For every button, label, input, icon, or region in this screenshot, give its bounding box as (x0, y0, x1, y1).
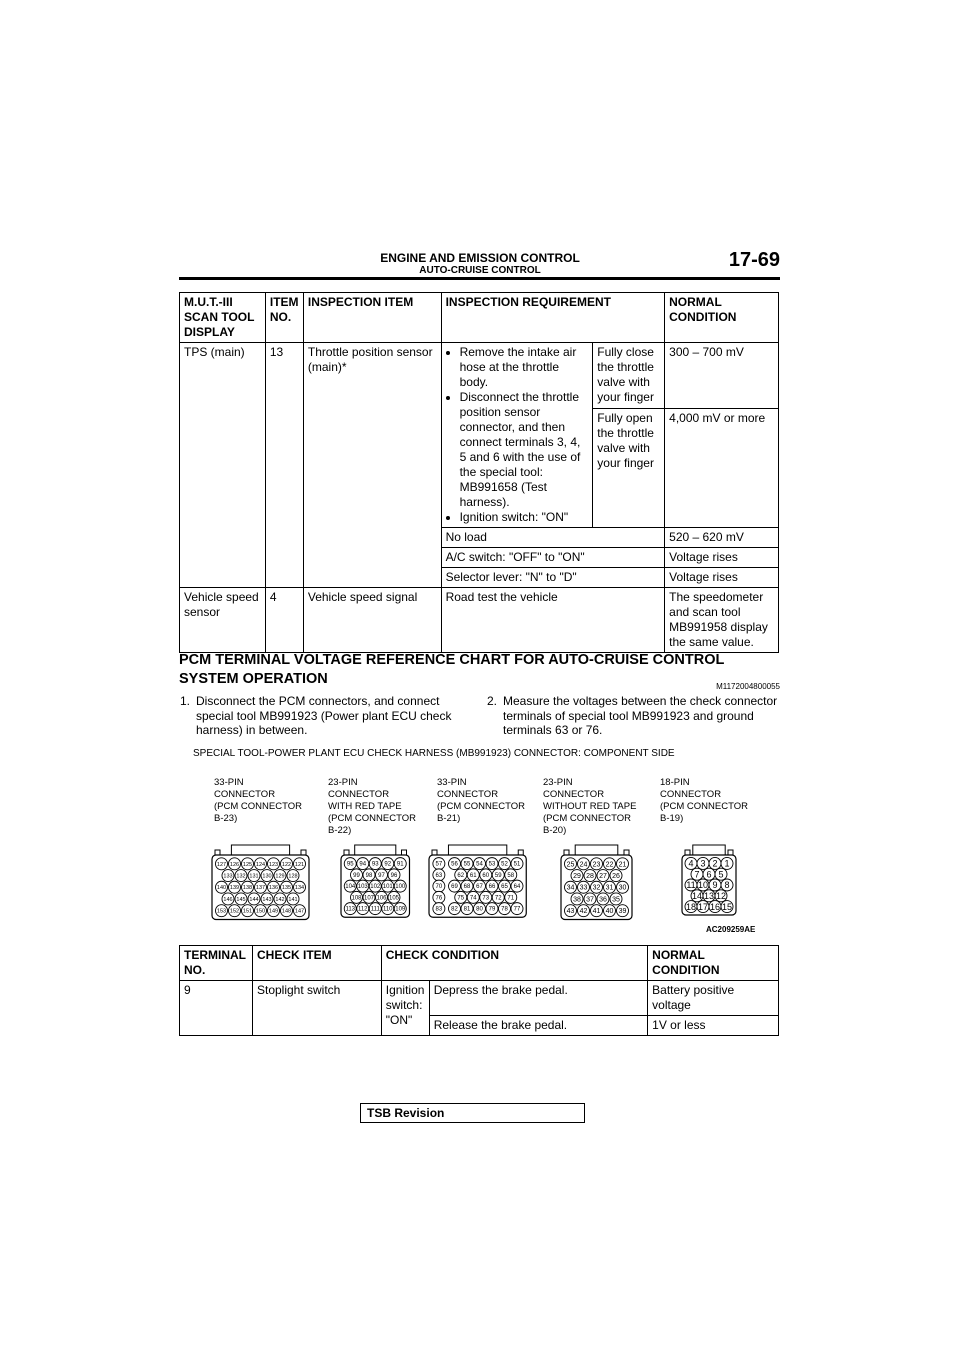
pin-label: 51 (513, 861, 521, 868)
connector-key (564, 850, 569, 855)
pin-label: 141 (288, 896, 298, 903)
normal-condition-cell: Battery positive voltage (648, 981, 779, 1016)
connector-key (432, 850, 437, 855)
header-cell: TERMINAL NO. (180, 946, 253, 981)
pin-label: 68 (463, 884, 471, 891)
pin-label: 108 (351, 895, 362, 902)
header-rule (179, 277, 780, 280)
pin-label: 97 (378, 872, 385, 879)
pin-label: 72 (494, 895, 502, 902)
pin-label: 100 (395, 884, 406, 891)
pin-label: 13 (703, 890, 715, 901)
pin-label: 26 (612, 873, 620, 880)
pin-label: 38 (573, 896, 581, 904)
pin-label: 139 (229, 885, 240, 892)
inspection-item-cell: Throttle position sensor (main)* (303, 343, 441, 588)
check-table (179, 945, 779, 1036)
pin-label: 81 (463, 906, 471, 913)
page-header-subtitle: AUTO-CRUISE CONTROL (419, 265, 541, 276)
pin-label: 8 (724, 880, 730, 891)
normal-condition-cell: 1V or less (648, 1016, 779, 1036)
pin-label: 10 (697, 880, 709, 891)
ignition-cell: Ignition switch: "ON" (381, 981, 429, 1036)
table-row (180, 588, 779, 653)
pin-label: 64 (513, 884, 521, 891)
pin-label: 63 (435, 872, 443, 879)
section-heading: PCM TERMINAL VOLTAGE REFERENCE CHART FOR AUTO-CRUISE CONTROL SYSTEM OPERATION (179, 652, 725, 687)
pin-label: 109 (395, 906, 406, 913)
connector-key (518, 850, 523, 855)
connector-latch (575, 845, 618, 855)
pin-label: 36 (599, 896, 607, 904)
table-row (180, 981, 779, 1016)
pin-label: 58 (507, 872, 515, 879)
normal-condition-cell: The speedometer and scan tool MB991958 display the same value. (665, 588, 779, 653)
pin-label: 94 (359, 861, 367, 868)
requirement-cell: Fully close the throttle valve with your finger (593, 343, 665, 409)
pin-label: 142 (275, 896, 285, 903)
table-header-row (180, 946, 779, 981)
pin-label: 147 (294, 908, 305, 915)
item-no-cell: 13 (265, 343, 303, 588)
pin-label: 52 (501, 861, 508, 868)
pin-label: 99 (353, 872, 360, 879)
list-item: • Ignition switch: "ON" (460, 510, 589, 525)
normal-condition-cell: 4,000 mV or more (665, 409, 779, 528)
pin-label: 29 (573, 873, 581, 880)
pin-label: 77 (513, 906, 521, 913)
pin-label: 61 (469, 872, 477, 879)
pin-label: 127 (216, 861, 227, 868)
pin-label: 56 (451, 861, 458, 868)
header-cell: CHECK ITEM (252, 946, 381, 981)
step-2 (487, 694, 779, 738)
pin-label: 143 (262, 896, 272, 903)
pin-label: 41 (592, 908, 601, 916)
pin-label: 125 (242, 861, 253, 868)
pin-label: 27 (599, 873, 607, 880)
condition-cell: Depress the brake pedal. (429, 981, 647, 1016)
pin-label: 79 (488, 906, 496, 913)
pin-label: 74 (469, 895, 477, 902)
pin-label: 98 (365, 872, 373, 879)
step-text: Disconnect the PCM connectors, and connect special tool MB991923 (Power plant ECU check harness) in between. (196, 694, 452, 737)
step-1 (180, 694, 470, 738)
pin-label: 43 (566, 908, 575, 916)
connector-key (344, 850, 349, 855)
connector-latch (231, 845, 289, 855)
pin-label: 111 (370, 906, 380, 913)
header-cell: M.U.T.-III SCAN TOOL DISPLAY (180, 293, 266, 343)
pin-label: 42 (579, 908, 588, 916)
normal-condition-cell: 300 – 700 mV (665, 343, 779, 409)
pin-label: 33 (579, 884, 588, 892)
list-item: • Remove the intake air hose at the throttle body. (460, 345, 589, 390)
pin-label: 30 (618, 884, 627, 892)
pin-label: 124 (255, 861, 266, 868)
pin-label: 96 (390, 872, 398, 879)
pin-label: 80 (476, 906, 483, 913)
pin-label: 7 (694, 869, 700, 880)
pin-label: 129 (275, 873, 285, 880)
pin-label: 150 (255, 908, 266, 915)
pin-label: 23 (592, 861, 601, 869)
pin-label: 55 (463, 861, 471, 868)
pin-label: 148 (281, 908, 292, 915)
header-cell: ITEM NO. (265, 293, 303, 343)
connector-b19 (682, 845, 736, 915)
pin-label: 39 (618, 908, 627, 916)
pin-label: 71 (507, 895, 515, 902)
pin-label: 103 (357, 884, 368, 891)
pin-label: 133 (223, 873, 233, 880)
pin-label: 40 (605, 908, 614, 916)
pin-label: 121 (294, 861, 305, 868)
connector-label: 23-PIN CONNECTOR WITH RED TAPE (PCM CONNECTOR B-22) (328, 777, 416, 836)
pin-label: 122 (281, 861, 292, 868)
pin-label: 14 (691, 890, 703, 901)
requirement-cell: A/C switch: "OFF" to "ON" (441, 548, 665, 568)
section-code: M1172004800055 (716, 682, 780, 691)
connector-diagram (179, 835, 779, 930)
step-number: 2. (487, 694, 498, 708)
pin-label: 69 (451, 884, 458, 891)
connector-key (728, 850, 733, 855)
normal-condition-cell: Voltage rises (665, 568, 779, 588)
table-header-row (180, 293, 779, 343)
header-cell: NORMAL CONDITION (648, 946, 779, 981)
pin-label: 93 (371, 861, 379, 868)
pin-label: 70 (435, 884, 443, 891)
pin-label: 28 (586, 873, 594, 880)
pin-label: 101 (382, 884, 393, 891)
step-text: Measure the voltages between the check connector terminals of special tool MB991923 and ground terminals 63 or 76. (503, 694, 778, 737)
connector-key (215, 850, 220, 855)
item-no-cell: 4 (265, 588, 303, 653)
page-header-title: ENGINE AND EMISSION CONTROL (380, 251, 580, 265)
connector-key (301, 850, 306, 855)
pin-label: 9 (712, 880, 718, 891)
diagram-title: SPECIAL TOOL-POWER PLANT ECU CHECK HARNESS (MB991923) CONNECTOR: COMPONENT SIDE (193, 748, 675, 759)
pin-label: 135 (281, 885, 292, 892)
requirement-cell: Selector lever: "N" to "D" (441, 568, 665, 588)
header-cell: INSPECTION REQUIREMENT (441, 293, 665, 343)
pin-label: 73 (482, 895, 490, 902)
header-cell: CHECK CONDITION (381, 946, 647, 981)
pin-label: 138 (242, 885, 253, 892)
pin-label: 136 (268, 885, 279, 892)
connector-b20 (561, 845, 632, 920)
pin-label: 17 (697, 901, 709, 912)
pin-label: 76 (435, 895, 443, 902)
pin-label: 110 (382, 906, 393, 913)
connector-label: 33-PIN CONNECTOR (PCM CONNECTOR B-21) (437, 777, 525, 824)
pin-label: 106 (376, 895, 387, 902)
pin-label: 152 (229, 908, 240, 915)
inspection-item-cell: Vehicle speed signal (303, 588, 441, 653)
pin-label: 132 (236, 873, 246, 880)
pin-label: 2 (712, 858, 718, 869)
connector-label: 18-PIN CONNECTOR (PCM CONNECTOR B-19) (660, 777, 748, 824)
pin-label: 95 (346, 861, 354, 868)
inspection-bullets-cell (441, 343, 593, 528)
pin-label: 113 (345, 906, 356, 913)
pin-label: 53 (488, 861, 496, 868)
requirement-cell: Fully open the throttle valve with your finger (593, 409, 665, 528)
pin-label: 151 (242, 908, 253, 915)
pin-label: 146 (223, 896, 233, 903)
pin-label: 75 (457, 895, 465, 902)
pin-label: 140 (216, 885, 227, 892)
pin-label: 105 (388, 895, 400, 902)
normal-condition-cell: 520 – 620 mV (665, 528, 779, 548)
pin-label: 134 (294, 885, 305, 892)
pin-label: 5 (718, 869, 724, 880)
pin-label: 62 (457, 872, 465, 879)
connector-latch (355, 845, 396, 855)
pin-label: 82 (451, 906, 458, 913)
tsb-revision-box: TSB Revision (360, 1103, 585, 1123)
connector-key (402, 850, 407, 855)
connector-b22 (341, 845, 410, 917)
step-number: 1. (180, 694, 191, 708)
header-cell: NORMAL CONDITION (665, 293, 779, 343)
table-row (180, 343, 779, 409)
scan-display-cell: TPS (main) (180, 343, 266, 588)
pin-label: 153 (216, 908, 227, 915)
pin-label: 130 (262, 873, 272, 880)
pin-label: 65 (501, 884, 508, 891)
scan-tool-table (179, 292, 779, 653)
pin-label: 107 (363, 895, 375, 902)
connector-b21 (429, 845, 526, 917)
pin-label: 137 (255, 885, 266, 892)
pin-label: 112 (357, 906, 368, 913)
pin-label: 34 (566, 884, 575, 892)
pin-label: 67 (476, 884, 483, 891)
requirement-cell: No load (441, 528, 665, 548)
connector-latch (693, 845, 725, 855)
pin-label: 149 (268, 908, 279, 915)
pin-label: 3 (700, 858, 706, 869)
pin-label: 6 (706, 869, 712, 880)
page-number: 17-69 (728, 249, 780, 271)
pin-label: 21 (618, 861, 627, 869)
scan-display-cell: Vehicle speed sensor (180, 588, 266, 653)
pin-label: 54 (476, 861, 483, 868)
terminal-cell: 9 (180, 981, 253, 1036)
pin-label: 35 (612, 896, 620, 904)
connector-key (624, 850, 629, 855)
pin-label: 24 (579, 861, 588, 869)
pin-label: 91 (396, 861, 404, 868)
normal-condition-cell: Voltage rises (665, 548, 779, 568)
pin-label: 4 (688, 858, 694, 869)
figure-code: AC209259AE (706, 925, 756, 934)
requirement-cell: Road test the vehicle (441, 588, 665, 653)
pin-label: 12 (715, 890, 727, 901)
condition-cell: Release the brake pedal. (429, 1016, 647, 1036)
pin-label: 126 (229, 861, 240, 868)
pin-label: 57 (435, 861, 443, 868)
pin-label: 60 (482, 872, 490, 879)
pin-label: 37 (586, 896, 594, 904)
list-item: • Disconnect the throttle position sensor connector, and then connect terminals 3, 4, 5 and 6 with the use of the special tool: MB991658 (Test harness). (460, 390, 589, 510)
connector-latch (448, 845, 506, 855)
pin-label: 25 (566, 861, 575, 869)
pin-label: 16 (709, 901, 721, 912)
pin-label: 104 (345, 884, 356, 891)
pin-label: 18 (685, 901, 697, 912)
pin-label: 15 (721, 901, 733, 912)
pin-label: 83 (435, 906, 443, 913)
pin-label: 66 (488, 884, 496, 891)
check-item-cell: Stoplight switch (252, 981, 381, 1036)
inspection-bullet-list (446, 345, 589, 525)
pin-label: 59 (494, 872, 502, 879)
pin-label: 131 (249, 873, 259, 880)
connector-label: 23-PIN CONNECTOR WITHOUT RED TAPE (PCM CONNECTOR B-20) (543, 777, 637, 836)
pin-label: 31 (605, 884, 614, 892)
pin-label: 32 (592, 884, 601, 892)
pin-label: 1 (724, 858, 730, 869)
pin-label: 128 (288, 873, 298, 880)
pin-label: 78 (501, 906, 508, 913)
pin-label: 92 (384, 861, 392, 868)
connector-b23 (212, 845, 309, 920)
connector-key (685, 850, 690, 855)
pin-label: 11 (686, 880, 696, 891)
pin-label: 144 (249, 896, 259, 903)
pin-label: 123 (268, 861, 279, 868)
header-cell: INSPECTION ITEM (303, 293, 441, 343)
connector-label: 33-PIN CONNECTOR (PCM CONNECTOR B-23) (214, 777, 302, 824)
pin-label: 102 (370, 884, 381, 891)
pin-label: 145 (236, 896, 246, 903)
pin-label: 22 (605, 861, 614, 869)
